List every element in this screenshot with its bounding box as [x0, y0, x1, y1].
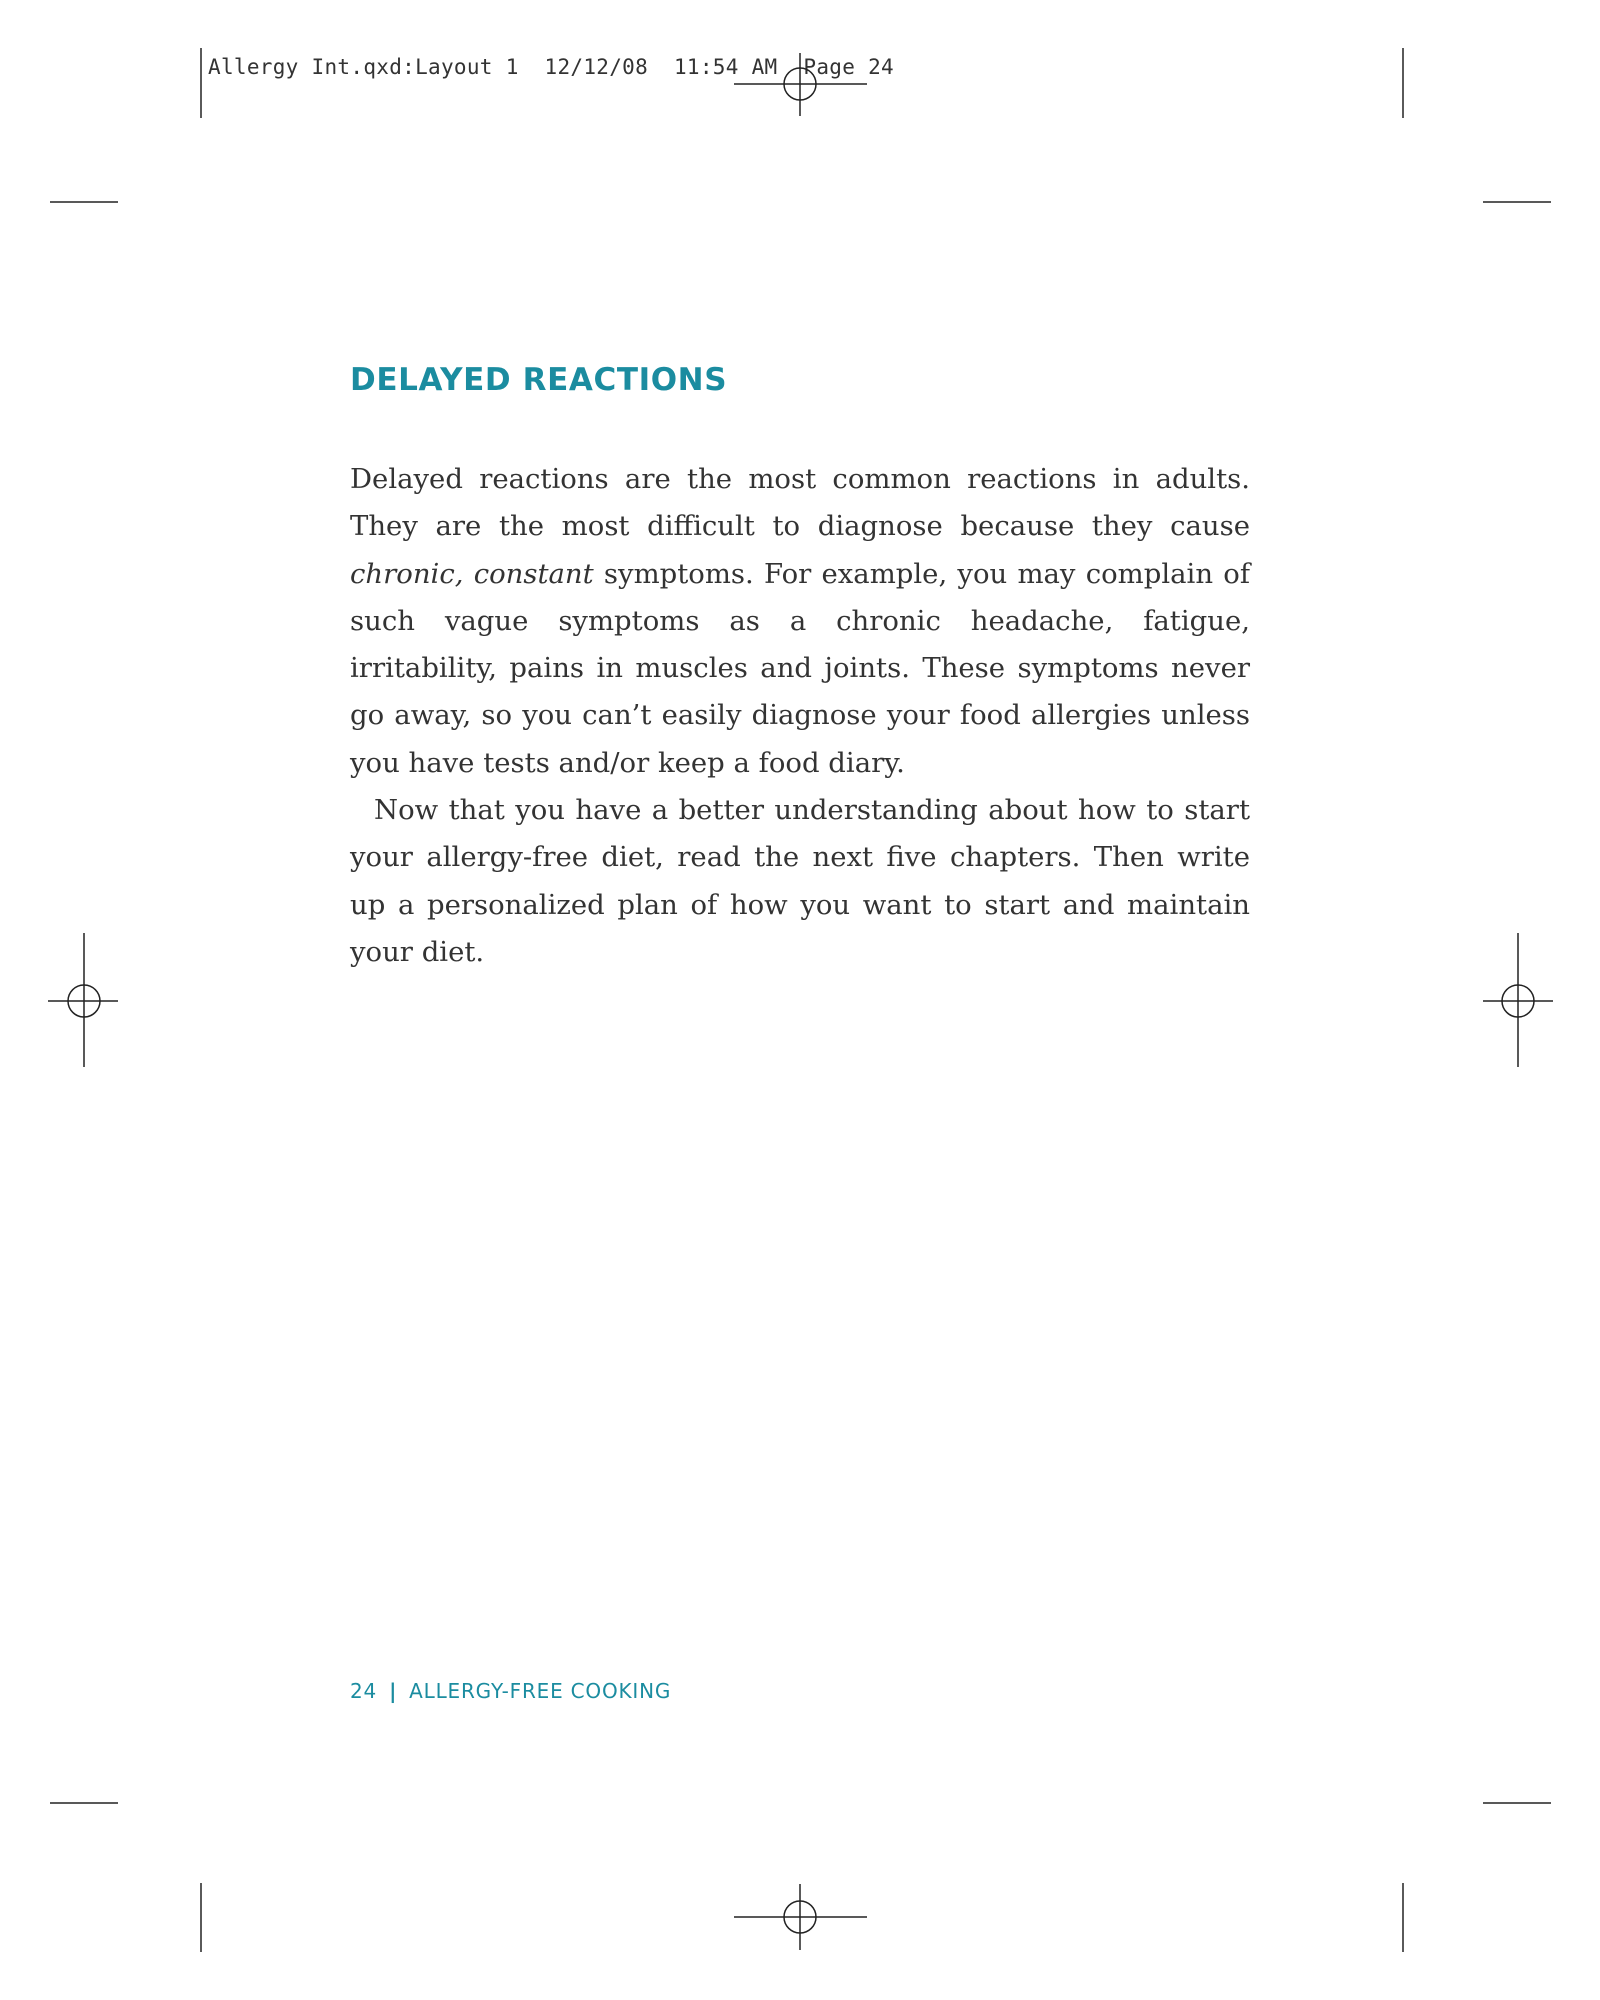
registration-mark-right [1483, 933, 1553, 1067]
paragraph-1 [350, 456, 1250, 787]
paragraph-1-lead: Delayed reactions are the most common reactions in adults. They are the most difficult to diagnose because they cause [350, 463, 1250, 543]
section-heading: DELAYED REACTIONS [350, 362, 728, 398]
paragraph-2: Now that you have a better understanding about how to start your allergy-free diet, read the next five chapters. Then write up a personalized plan of how you want to start and maintain your diet. [350, 794, 1250, 968]
running-footer [350, 1679, 671, 1703]
registration-mark-bottom [734, 1884, 867, 1950]
paragraph-1-emphasis: chronic, constant [350, 557, 594, 590]
footer-separator: | [389, 1679, 398, 1703]
book-title: ALLERGY-FREE COOKING [409, 1679, 672, 1703]
registration-mark-top [734, 53, 867, 116]
paragraph-1-rest: symptoms. For example, you may complain of such vague symptoms as a chronic headache, fatigue, irritability, pains in muscles and joints. These symptoms never go away, so you can’t easily diagnose your food allergies unless you have tests and/or keep a food diary. [350, 557, 1250, 779]
registration-mark-left [48, 933, 118, 1067]
slug-line: Allergy Int.qxd:Layout 1 12/12/08 11:54 AM Page 24 [208, 55, 894, 79]
body-text [350, 456, 1250, 976]
page-number: 24 [350, 1679, 378, 1703]
